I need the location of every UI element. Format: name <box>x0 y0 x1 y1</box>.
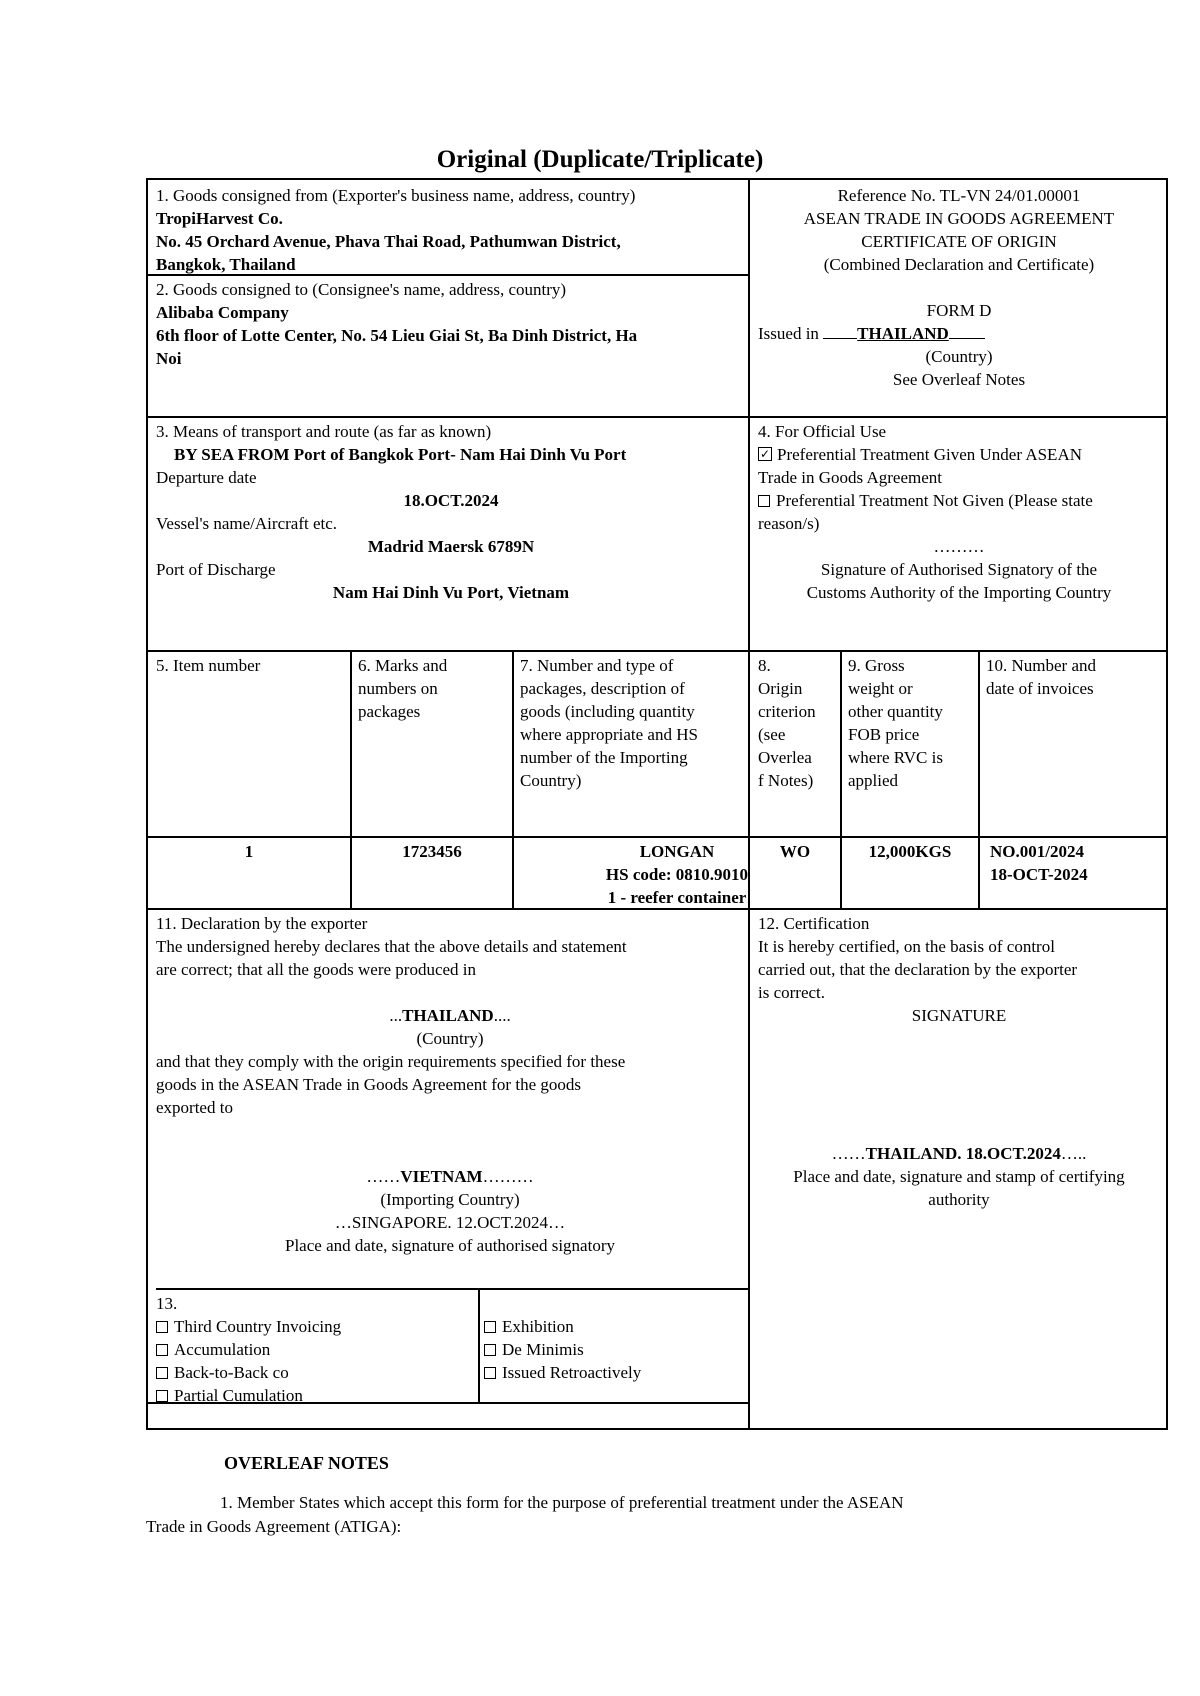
option-partial-cumulation[interactable]: Partial Cumulation <box>156 1384 476 1407</box>
declaration-line4: goods in the ASEAN Trade in Goods Agreement for the goods <box>156 1075 581 1094</box>
form-name: FORM D <box>926 301 992 320</box>
preferential-not-given-line2: reason/s) <box>758 514 820 533</box>
box3-label: 3. Means of transport and route (as far as known) <box>156 422 492 441</box>
see-overleaf: See Overleaf Notes <box>892 370 1026 389</box>
certification-line1: It is hereby certified, on the basis of control <box>758 937 1055 956</box>
item-weight: 12,000KGS <box>868 842 952 861</box>
issued-in <box>758 322 1158 345</box>
option-de-minimis[interactable]: De Minimis <box>484 1338 746 1361</box>
exporter-address-line1: No. 45 Orchard Avenue, Phava Thai Road, Pathumwan District, <box>156 232 621 251</box>
checkbox-icon[interactable] <box>758 495 770 507</box>
produced-country-label: (Country) <box>416 1029 484 1048</box>
col6-header: 6. Marks and numbers on packages <box>358 656 448 721</box>
certificate-title: CERTIFICATE OF ORIGIN <box>861 232 1057 251</box>
box1-label: 1. Goods consigned from (Exporter's business name, address, country) <box>156 186 636 205</box>
checkbox-icon[interactable] <box>484 1367 496 1379</box>
option-accumulation[interactable]: Accumulation <box>156 1338 476 1361</box>
box4-label: 4. For Official Use <box>758 422 887 441</box>
preferential-given: ✓ Preferential Treatment Given Under ASEAN <box>759 445 1082 464</box>
preferential-given-line2: Trade in Goods Agreement <box>758 468 942 487</box>
box11-label: 11. Declaration by the exporter <box>156 914 368 933</box>
vessel-label: Vessel's name/Aircraft etc. <box>156 514 338 533</box>
issued-in-label: Issued in <box>758 324 819 343</box>
issued-country-label: (Country) <box>925 347 993 366</box>
exporter-name: TropiHarvest Co. <box>156 209 283 228</box>
departure-label: Departure date <box>156 468 257 487</box>
consignee-name: Alibaba Company <box>156 303 289 322</box>
item-invoice: NO.001/2024 18-OCT-2024 <box>990 842 1088 884</box>
option-issued-retroactively[interactable]: Issued Retroactively <box>484 1361 746 1384</box>
option-third-country[interactable]: Third Country Invoicing <box>156 1315 476 1338</box>
reference-number: Reference No. TL-VN 24/01.00001 <box>837 186 1081 205</box>
checked-box-icon[interactable]: ✓ <box>759 447 771 462</box>
certifier-place-date: ……THAILAND. 18.OCT.2024….. <box>831 1144 1087 1163</box>
col8-header: 8. Origin criterion (see Overlea f Notes) <box>758 656 816 790</box>
agreement-title: ASEAN TRADE IN GOODS AGREEMENT <box>803 209 1115 228</box>
importing-country-label: (Importing Country) <box>380 1190 520 1209</box>
note1-line1: 1. Member States which accept this form for the purpose of preferential treatment under the ASEAN <box>220 1493 904 1512</box>
item-number: 1 <box>244 842 254 861</box>
signature-text: SIGNATURE <box>911 1006 1007 1025</box>
item-marks: 1723456 <box>402 842 462 861</box>
certifier-place-label-line2: authority <box>928 1190 990 1209</box>
checkbox-icon[interactable] <box>156 1390 168 1402</box>
importing-country: ……VIETNAM……… <box>366 1167 534 1186</box>
checkbox-icon[interactable] <box>484 1321 496 1333</box>
declaration-line2: are correct; that all the goods were produced in <box>156 960 477 979</box>
consignee-address-line1: 6th floor of Lotte Center, No. 54 Lieu Giai St, Ba Dinh District, Ha <box>156 326 638 345</box>
overleaf-notes-text <box>146 1491 1146 1539</box>
preferential-not-given: Preferential Treatment Not Given (Please state <box>758 489 1166 512</box>
certifier-place-label-line1: Place and date, signature and stamp of certifying <box>793 1167 1125 1186</box>
discharge-port: Nam Hai Dinh Vu Port, Vietnam <box>332 583 570 602</box>
vessel-name: Madrid Maersk 6789N <box>367 537 535 556</box>
checkbox-icon[interactable] <box>156 1321 168 1333</box>
box13-label: 13. <box>156 1294 178 1313</box>
document-title: Original (Duplicate/Triplicate) <box>436 146 764 173</box>
checkbox-icon[interactable] <box>156 1344 168 1356</box>
col10-header: 10. Number and date of invoices <box>986 656 1097 698</box>
certification-line2: carried out, that the declaration by the exporter <box>758 960 1078 979</box>
certificate-form <box>146 178 1168 1430</box>
option-back-to-back[interactable]: Back-to-Back co <box>156 1361 476 1384</box>
col5-header: 5. Item number <box>156 656 261 675</box>
produced-country: ...THAILAND.... <box>389 1006 511 1025</box>
exporter-address-line2: Bangkok, Thailand <box>156 255 296 274</box>
customs-signature-line1: Signature of Authorised Signatory of the <box>820 560 1098 579</box>
departure-date: 18.OCT.2024 <box>403 491 499 510</box>
col7-header: 7. Number and type of packages, description of goods (including quantity where appropriate and HS number of the Importing Country) <box>520 656 698 790</box>
note1-line2: Trade in Goods Agreement (ATIGA): <box>146 1517 402 1536</box>
issued-in-country: THAILAND <box>857 324 949 343</box>
declaration-line3: and that they comply with the origin requirements specified for these <box>156 1052 626 1071</box>
item-description: LONGAN HS code: 0810.9010 1 - reefer container <box>605 842 749 907</box>
combined-declaration: (Combined Declaration and Certificate) <box>823 255 1095 274</box>
col9-header: 9. Gross weight or other quantity FOB price where RVC is applied <box>848 656 943 790</box>
declaration-line5: exported to <box>156 1098 233 1117</box>
certification-line3: is correct. <box>758 983 826 1002</box>
signature-dots: ……… <box>933 537 985 556</box>
exporter-place-label: Place and date, signature of authorised signatory <box>285 1236 615 1255</box>
checkbox-icon[interactable] <box>484 1344 496 1356</box>
customs-signature-line2: Customs Authority of the Importing Country <box>806 583 1112 602</box>
transport-route: BY SEA FROM Port of Bangkok Port- Nam Hai Dinh Vu Port <box>174 445 627 464</box>
exporter-place-date: …SINGAPORE. 12.OCT.2024… <box>334 1213 566 1232</box>
option-exhibition[interactable]: Exhibition <box>484 1315 746 1338</box>
consignee-address-line2: Noi <box>156 349 182 368</box>
item-origin: WO <box>779 842 811 861</box>
box2-label: 2. Goods consigned to (Consignee's name, address, country) <box>156 280 567 299</box>
overleaf-notes-title: OVERLEAF NOTES <box>224 1453 389 1473</box>
checkbox-icon[interactable] <box>156 1367 168 1379</box>
declaration-line1: The undersigned hereby declares that the above details and statement <box>156 937 627 956</box>
box12-label: 12. Certification <box>758 914 870 933</box>
discharge-label: Port of Discharge <box>156 560 276 579</box>
